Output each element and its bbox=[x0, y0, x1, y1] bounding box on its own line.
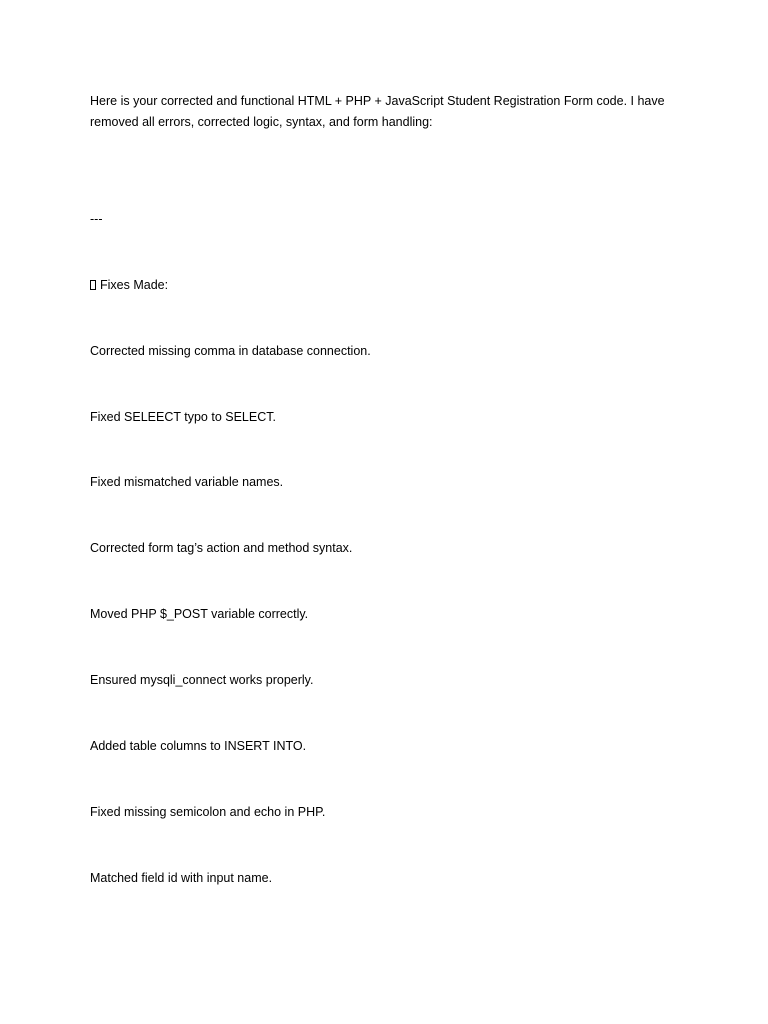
fix-item: Moved PHP $_POST variable correctly. bbox=[90, 607, 309, 621]
fixes-heading-label: Fixes Made: bbox=[100, 278, 169, 292]
fix-item: Matched field id with input name. bbox=[90, 871, 273, 885]
fix-item: Fixed mismatched variable names. bbox=[90, 475, 284, 489]
fix-item: Fixed missing semicolon and echo in PHP. bbox=[90, 805, 326, 819]
missing-glyph-icon bbox=[90, 280, 96, 290]
fix-item: Fixed SELEECT typo to SELECT. bbox=[90, 410, 276, 424]
fix-item: Corrected form tag’s action and method syntax. bbox=[90, 541, 353, 555]
separator-line: --- bbox=[90, 212, 103, 226]
intro-paragraph: Here is your corrected and functional HTML + PHP + JavaScript Student Registration Form code. I have removed all errors, corrected logic, syntax, and form handling: bbox=[90, 94, 665, 129]
fix-item: Corrected missing comma in database connection. bbox=[90, 344, 371, 358]
fix-item: Ensured mysqli_connect works properly. bbox=[90, 673, 314, 687]
fix-item: Added table columns to INSERT INTO. bbox=[90, 739, 307, 753]
fixes-heading bbox=[90, 275, 168, 296]
